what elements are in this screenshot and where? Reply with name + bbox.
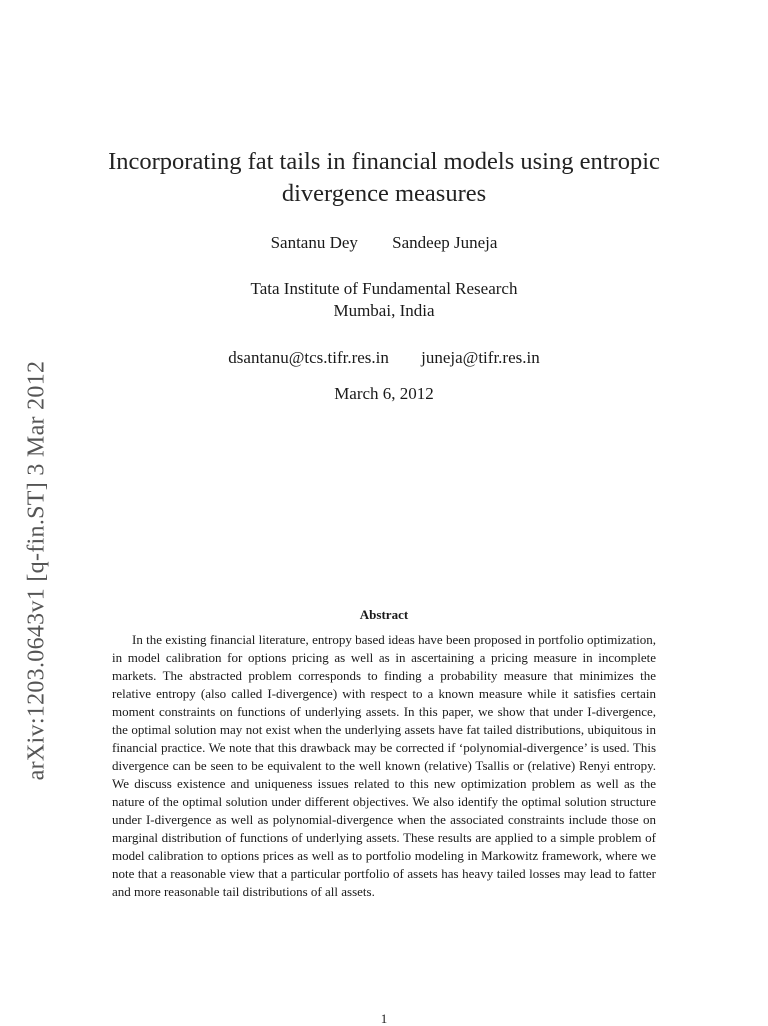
paper-title-line-1: Incorporating fat tails in financial models using entropic [108, 148, 660, 175]
author-affiliation [0, 278, 768, 322]
abstract-heading: Abstract [359, 607, 409, 622]
arxiv-identifier-text: arXiv:1203.0643v1 [q-fin.ST] 3 Mar 2012 [23, 360, 50, 780]
arxiv-identifier-stamp [15, 340, 59, 800]
affiliation-location: Mumbai, India [333, 301, 435, 320]
paper-date: March 6, 2012 [334, 384, 434, 403]
paper-title-line-2: divergence measures [281, 180, 487, 207]
page-number: 1 [380, 1011, 388, 1026]
paper-title [80, 146, 688, 210]
author-emails [0, 347, 768, 369]
author-name: Santanu Dey [270, 233, 358, 252]
affiliation-institute: Tata Institute of Fundamental Research [250, 279, 518, 298]
abstract-body: In the existing financial literature, entropy based ideas have been proposed in portfolio optimization, in model calibration for options pricing as well as in ascertaining a pricing measure in incomplete markets. The abstracted problem corresponds to finding a probability measure that minimizes the relative entropy (also called I-divergence) with respect to a known measure while it satisfies certain moment constraints on functions of underlying assets. In this paper, we show that under I-divergence, the optimal solution may not exist when the underlying assets have fat tailed distributions, ubiquitous in financial practice. We note that this drawback may be corrected if ‘polynomial-divergence’ is used. This divergence can be seen to be equivalent to the well known (relative) Tsallis or (relative) Renyi entropy. We discuss existence and uniqueness issues related to this new optimization problem as well as the nature of the optimal solution under different objectives. We also identify the optimal solution structure under I-divergence as well as polynomial-divergence when the associated constraints include those on marginal distribution of functions of underlying assets. These results are applied to a simple problem of model calibration to options prices as well as to portfolio modeling in Markowitz framework, where we note that a reasonable view that a particular portfolio of assets has heavy tailed losses may lead to fatter and more reasonable tail distributions of all assets. [112, 632, 656, 899]
author-email: juneja@tifr.res.in [421, 348, 540, 367]
author-email: dsantanu@tcs.tifr.res.in [228, 348, 389, 367]
author-list [0, 232, 768, 254]
author-name: Sandeep Juneja [392, 233, 498, 252]
